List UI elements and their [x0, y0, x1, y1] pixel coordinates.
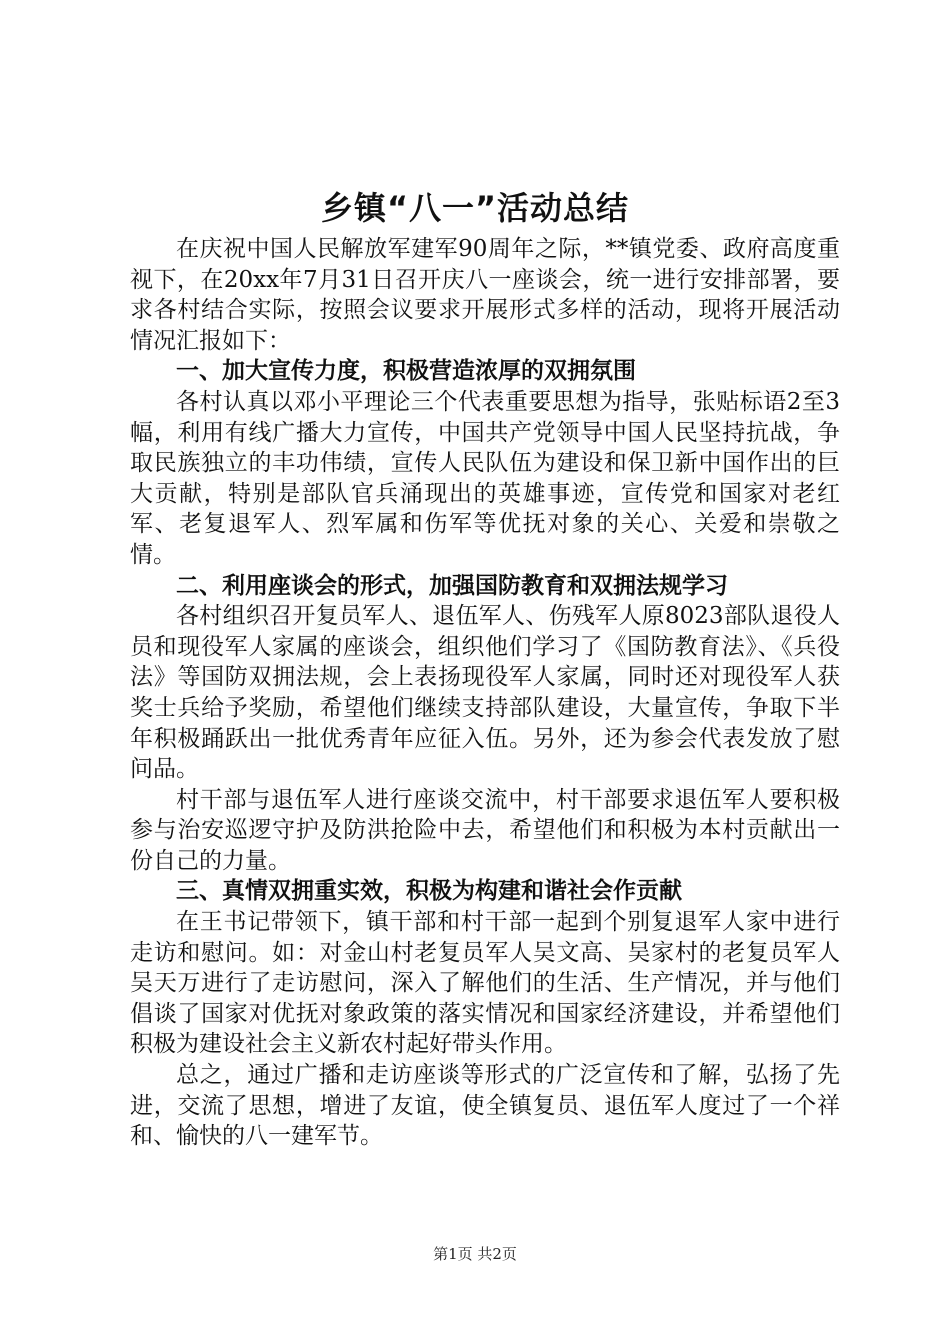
- section-2-paragraph-1: 各村组织召开复员军人、退伍军人、伤残军人原8023部队退役人员和现役军人家属的座谈会，组织他们学习了《国防教育法》、《兵役法》等国防双拥法规，会上表扬现役军人家属，同时还对现役军人获奖士兵给予奖励，希望他们继续支持部队建设，大量宣传，争取下半年积极踊跃出一批优秀青年应征入伍。另外，还为参会代表发放了慰问品。: [130, 603, 840, 783]
- section-2-heading: 二、利用座谈会的形式，加强国防教育和双拥法规学习: [176, 572, 728, 599]
- conclusion-paragraph: 总之，通过广播和走访座谈等形式的广泛宣传和了解，弘扬了先进，交流了思想，增进了友谊，使全镇复员、退伍军人度过了一个祥和、愉快的八一建军节。: [130, 1062, 840, 1150]
- document-title: 乡镇“八一”活动总结: [320, 189, 630, 227]
- section-3-heading: 三、真情双拥重实效，积极为构建和谐社会作贡献: [176, 878, 682, 905]
- section-3-paragraph-1: 在王书记带领下，镇干部和村干部一起到个别复退军人家中进行走访和慰问。如：对金山村老复员军人吴文高、吴家村的老复员军人吴天万进行了走访慰问，深入了解他们的生活、生产情况，并与他们倡谈了国家对优抚对象政策的落实情况和国家经济建设，并希望他们积极为建设社会主义新农村起好带头作用。: [130, 909, 840, 1058]
- page-number-footer: 第1页 共2页: [433, 1245, 517, 1263]
- document-body: [130, 234, 840, 1152]
- section-2-paragraph-2: 村干部与退伍军人进行座谈交流中，村干部要求退伍军人要积极参与治安巡逻守护及防洪抢险中去，希望他们和积极为本村贡献出一份自己的力量。: [130, 786, 840, 874]
- section-1-heading: 一、加大宣传力度，积极营造浓厚的双拥氛围: [176, 358, 636, 385]
- intro-paragraph: 在庆祝中国人民解放军建军90周年之际，**镇党委、政府高度重视下，在20xx年7月31日召开庆八一座谈会，统一进行安排部署，要求各村结合实际，按照会议要求开展形式多样的活动，现将开展活动情况汇报如下：: [130, 236, 840, 354]
- section-1-paragraph-1: 各村认真以邓小平理论三个代表重要思想为指导，张贴标语2至3幅，利用有线广播大力宣传，中国共产党领导中国人民坚持抗战，争取民族独立的丰功伟绩，宣传人民队伍为建设和保卫新中国作出的巨大贡献，特别是部队官兵涌现出的英雄事迹，宣传党和国家对老红军、老复退军人、烈军属和伤军等优抚对象的关心、关爱和崇敬之情。: [130, 388, 840, 568]
